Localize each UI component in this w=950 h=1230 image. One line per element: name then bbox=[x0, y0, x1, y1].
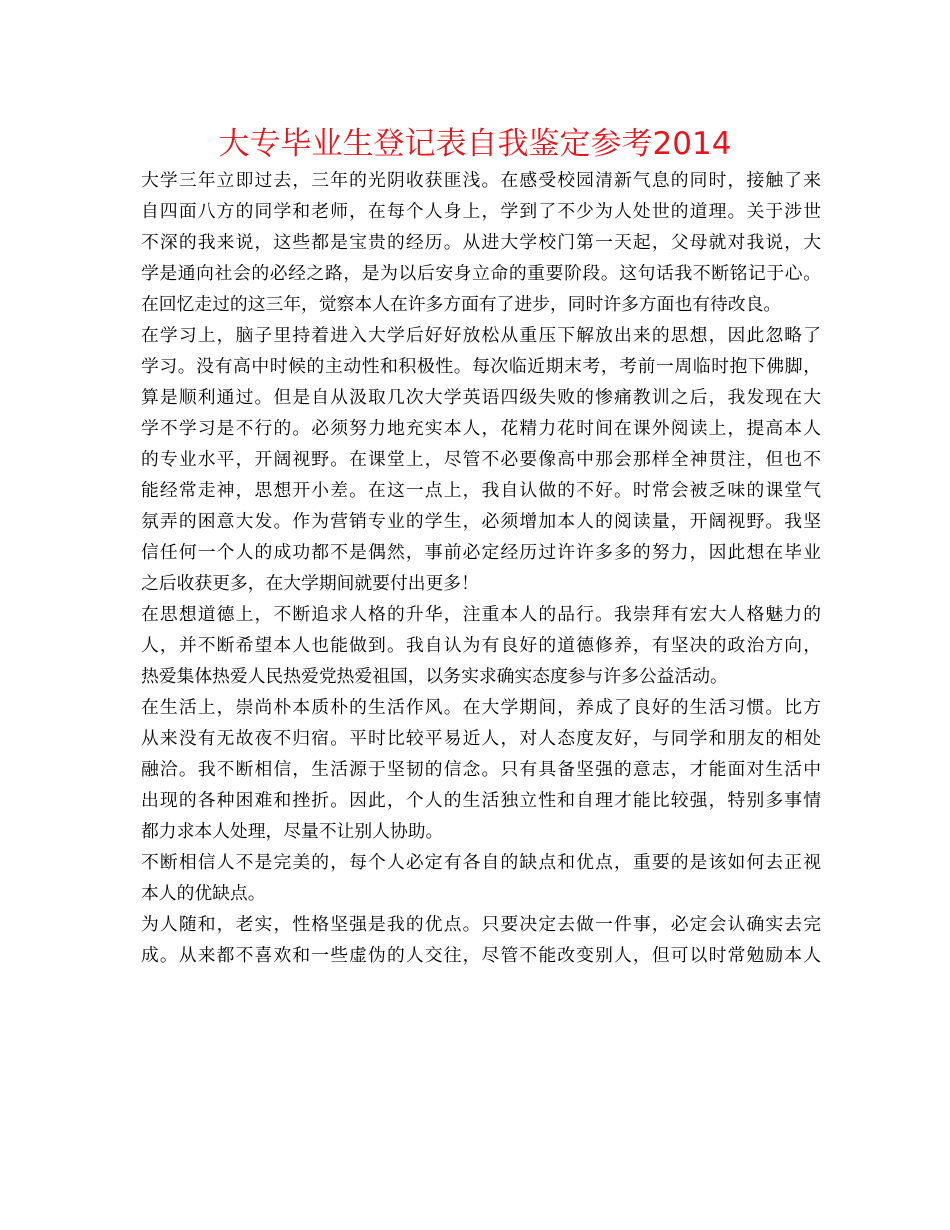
text-line: 成。从来都不喜欢和一些虚伪的人交往，尽管不能改变别人，但可以时常勉励本人 bbox=[141, 945, 821, 966]
text-line: 在学习上，脑子里持着进入大学后好好放松从重压下解放出来的思想，因此忽略了 bbox=[141, 325, 821, 346]
text-line: 学是通向社会的必经之路，是为以后安身立命的重要阶段。这句话我不断铭记于心。 bbox=[141, 263, 821, 284]
document-title: 大专毕业生登记表自我鉴定参考2014 bbox=[218, 126, 732, 162]
text-line: 氛弄的困意大发。作为营销专业的学生，必须增加本人的阅读量，开阔视野。我坚 bbox=[141, 511, 821, 532]
text-line: 自四面八方的同学和老师，在每个人身上，学到了不少为人处世的道理。关于涉世 bbox=[141, 201, 821, 222]
text-line: 算是顺利通过。但是自从汲取几次大学英语四级失败的惨痛教训之后，我发现在大 bbox=[141, 387, 821, 408]
text-line: 学习。没有高中时候的主动性和积极性。每次临近期末考，考前一周临时抱下佛脚， bbox=[141, 356, 821, 377]
text-line: 在思想道德上，不断追求人格的升华，注重本人的品行。我崇拜有宏大人格魅力的 bbox=[141, 604, 821, 625]
text-line: 信任何一个人的成功都不是偶然，事前必定经历过许许多多的努力，因此想在毕业 bbox=[141, 542, 821, 563]
text-line: 热爱集体热爱人民热爱党热爱祖国，以务实求确实态度参与许多公益活动。 bbox=[141, 666, 728, 687]
text-line: 出现的各种困难和挫折。因此，个人的生活独立性和自理才能比较强，特别多事情 bbox=[141, 790, 821, 811]
text-line: 在回忆走过的这三年，觉察本人在许多方面有了进步，同时许多方面也有待改良。 bbox=[141, 294, 782, 315]
text-line: 都力求本人处理，尽量不让别人协助。 bbox=[141, 821, 444, 842]
text-line: 从来没有无故夜不归宿。平时比较平易近人，对人态度友好，与同学和朋友的相处 bbox=[141, 728, 821, 749]
text-line: 为人随和，老实，性格坚强是我的优点。只要决定去做一件事，必定会认确实去完 bbox=[141, 914, 821, 935]
text-line: 不断相信人不是完美的，每个人必定有各自的缺点和优点，重要的是该如何去正视 bbox=[141, 852, 821, 873]
text-line: 之后收获更多，在大学期间就要付出更多！ bbox=[141, 573, 479, 594]
text-line: 人，并不断希望本人也能做到。我自认为有良好的道德修养，有坚决的政治方向， bbox=[141, 635, 821, 656]
text-line: 本人的优缺点。 bbox=[141, 883, 266, 904]
text-line: 在生活上，崇尚朴本质朴的生活作风。在大学期间，养成了良好的生活习惯。比方 bbox=[141, 697, 821, 718]
text-line: 融洽。我不断相信，生活源于坚韧的信念。只有具备坚强的意志，才能面对生活中 bbox=[141, 759, 821, 780]
text-line: 学不学习是不行的。必须努力地充实本人，花精力花时间在课外阅读上，提高本人 bbox=[141, 418, 821, 439]
text-line: 不深的我来说，这些都是宝贵的经历。从进大学校门第一天起，父母就对我说，大 bbox=[141, 232, 821, 253]
text-line: 能经常走神，思想开小差。在这一点上，我自认做的不好。时常会被乏味的课堂气 bbox=[141, 480, 821, 501]
document-body bbox=[141, 165, 821, 971]
text-line: 大学三年立即过去，三年的光阴收获匪浅。在感受校园清新气息的同时，接触了来 bbox=[141, 170, 821, 191]
text-line: 的专业水平，开阔视野。在课堂上，尽管不必要像高中那会那样全神贯注，但也不 bbox=[141, 449, 821, 470]
